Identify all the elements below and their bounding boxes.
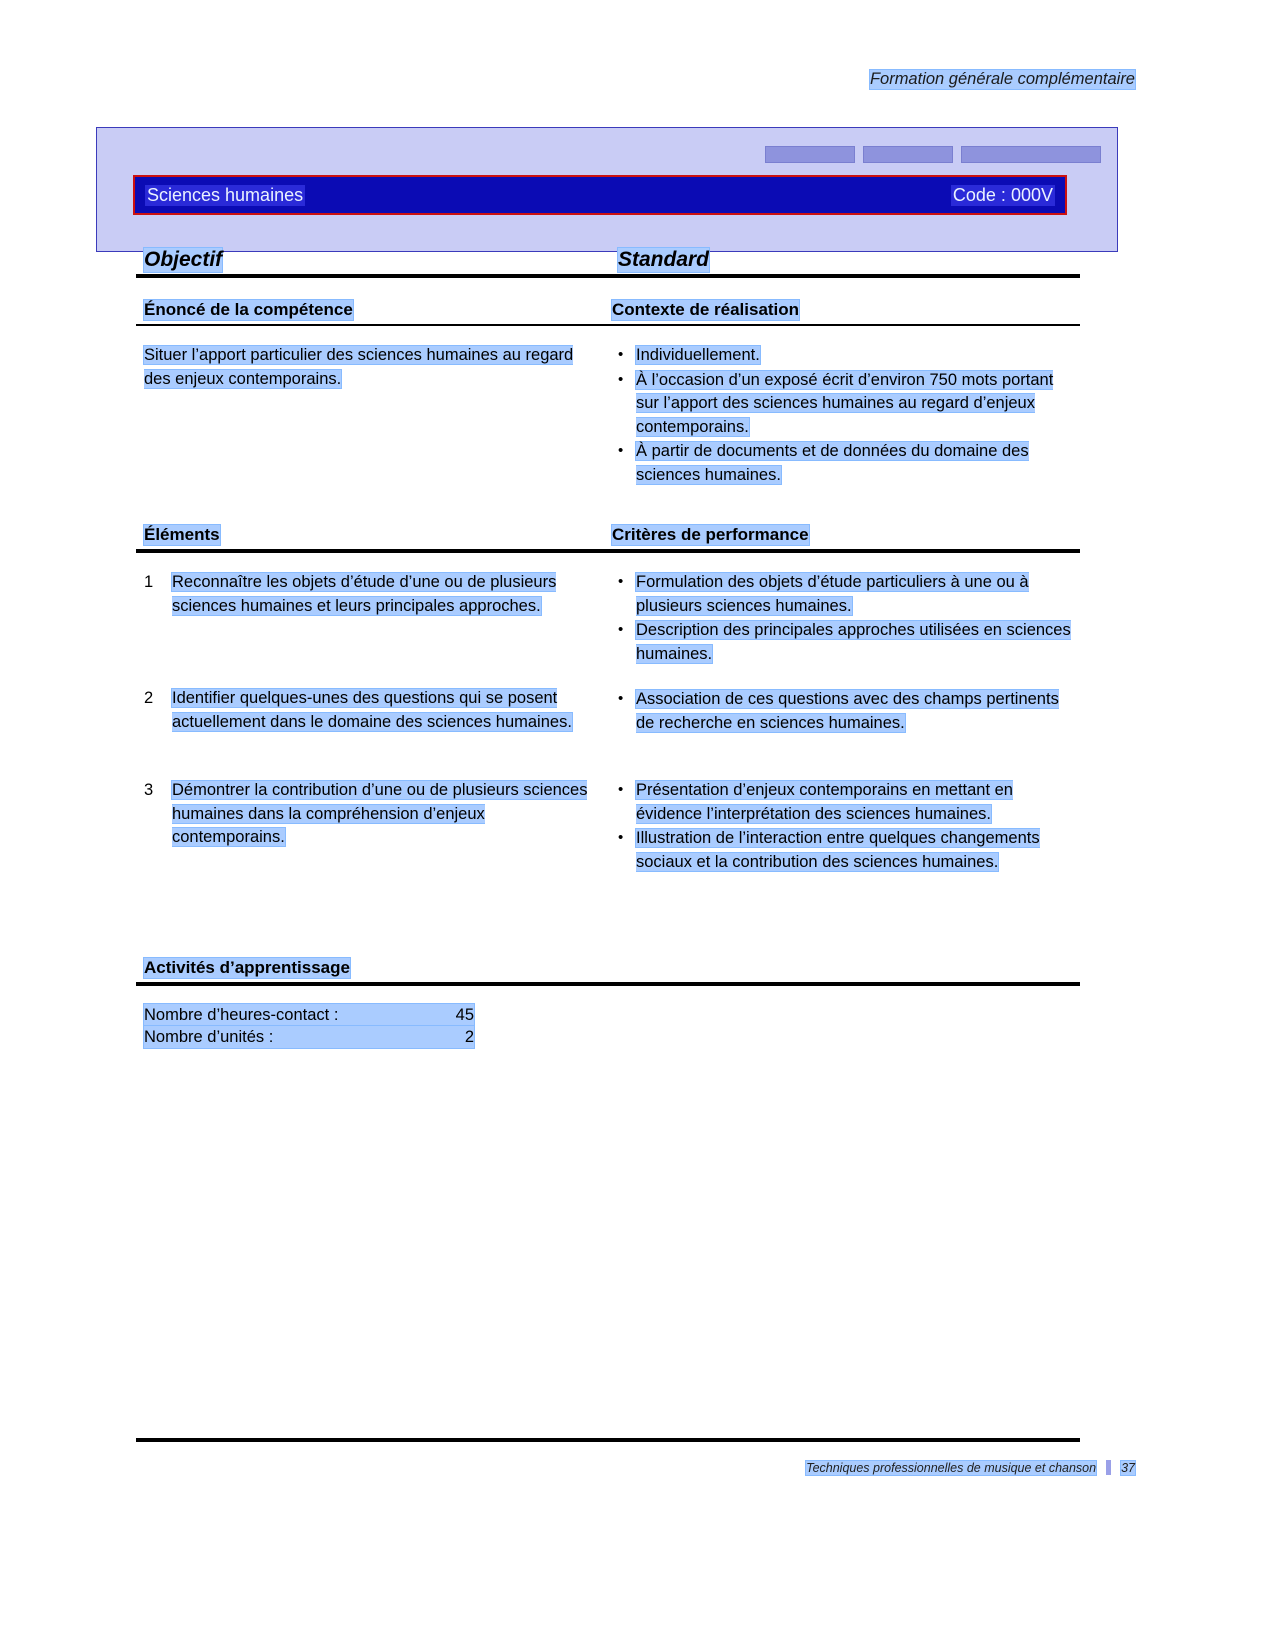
element-2-number: 2 <box>144 689 154 707</box>
label-contexte-realisation: Contexte de réalisation <box>612 300 800 319</box>
course-title: Sciences humaines <box>147 184 304 205</box>
element-2-text: Identifier quelques-unes des questions qui se posent actuellement dans le domaine des sciences humaines. <box>172 689 572 731</box>
activities-table <box>144 1004 474 1048</box>
footer-program: Techniques professionnelles de musique et chanson <box>806 1460 1097 1475</box>
context-list <box>612 344 1080 488</box>
header-standard: Standard <box>618 248 710 271</box>
list-item: • Association de ces questions avec des champs pertinents de recherche en sciences humaines. <box>612 688 1080 735</box>
footer-rule <box>136 1438 1080 1442</box>
course-code-box <box>96 127 1118 252</box>
element-1 <box>144 571 596 618</box>
tab-chip-1 <box>765 146 855 163</box>
list-item: • Formulation des objets d’étude particuliers à une ou à plusieurs sciences humaines. <box>612 571 1080 618</box>
list-item: • Individuellement. <box>612 344 1080 368</box>
element-1-text: Reconnaître les objets d’étude d’une ou de plusieurs sciences humaines et leurs principales approches. <box>172 573 557 615</box>
element-2 <box>144 687 596 734</box>
course-code-label: Code : <box>952 184 1006 205</box>
table-row <box>144 1026 474 1048</box>
competency-text: Situer l’apport particulier des sciences humaines au regard des enjeux contemporains. <box>144 346 574 388</box>
column-headers <box>140 248 1080 274</box>
rule-under-column-headers <box>136 274 1080 278</box>
units-value: 2 <box>464 1028 474 1046</box>
tab-chip-3 <box>961 146 1101 163</box>
running-head: Formation générale complémentaire <box>869 70 1135 88</box>
hours-value: 45 <box>455 1006 474 1024</box>
list-item: • À partir de documents et de données du domaine des sciences humaines. <box>612 440 1080 487</box>
footer-page-number: 37 <box>1121 1460 1135 1475</box>
footer-divider-bar <box>1106 1460 1111 1475</box>
label-activites-apprentissage: Activités d’apprentissage <box>144 958 350 977</box>
rule-under-enonce <box>136 324 1080 326</box>
list-item: • Présentation d’enjeux contemporains en mettant en évidence l’interprétation des sciences humaines. <box>612 779 1080 826</box>
performance-group-2 <box>612 688 1080 736</box>
element-1-number: 1 <box>144 573 154 591</box>
header-objectif: Objectif <box>144 248 223 271</box>
rule-under-elements <box>136 549 1080 553</box>
units-label: Nombre d’unités : <box>144 1028 274 1046</box>
label-elements: Éléments <box>144 525 220 544</box>
tab-chip-2 <box>863 146 953 163</box>
course-code <box>951 185 1055 206</box>
label-enonce-competence: Énoncé de la compétence <box>144 300 353 319</box>
course-code-inner <box>133 175 1067 215</box>
hours-label: Nombre d’heures-contact : <box>144 1006 339 1024</box>
performance-group-1 <box>612 571 1080 667</box>
performance-group-3 <box>612 779 1080 875</box>
list-item: • À l’occasion d’un exposé écrit d’environ 750 mots portant sur l’apport des sciences humaines au regard d’enjeux contemporains. <box>612 369 1080 440</box>
table-row <box>144 1004 474 1026</box>
course-code-value: 000V <box>1010 184 1053 205</box>
decorative-tab-strip <box>765 146 1101 163</box>
footer <box>806 1460 1135 1475</box>
list-item: • Illustration de l’interaction entre quelques changements sociaux et la contribution des sciences humaines. <box>612 827 1080 874</box>
label-criteres-performance: Critères de performance <box>612 525 809 544</box>
element-3 <box>144 779 596 850</box>
rule-under-activites <box>136 982 1080 986</box>
list-item: • Description des principales approches utilisées en sciences humaines. <box>612 619 1080 666</box>
element-3-text: Démontrer la contribution d’une ou de plusieurs sciences humaines dans la compréhension d’enjeux contemporains. <box>172 781 588 846</box>
element-3-number: 3 <box>144 781 154 799</box>
